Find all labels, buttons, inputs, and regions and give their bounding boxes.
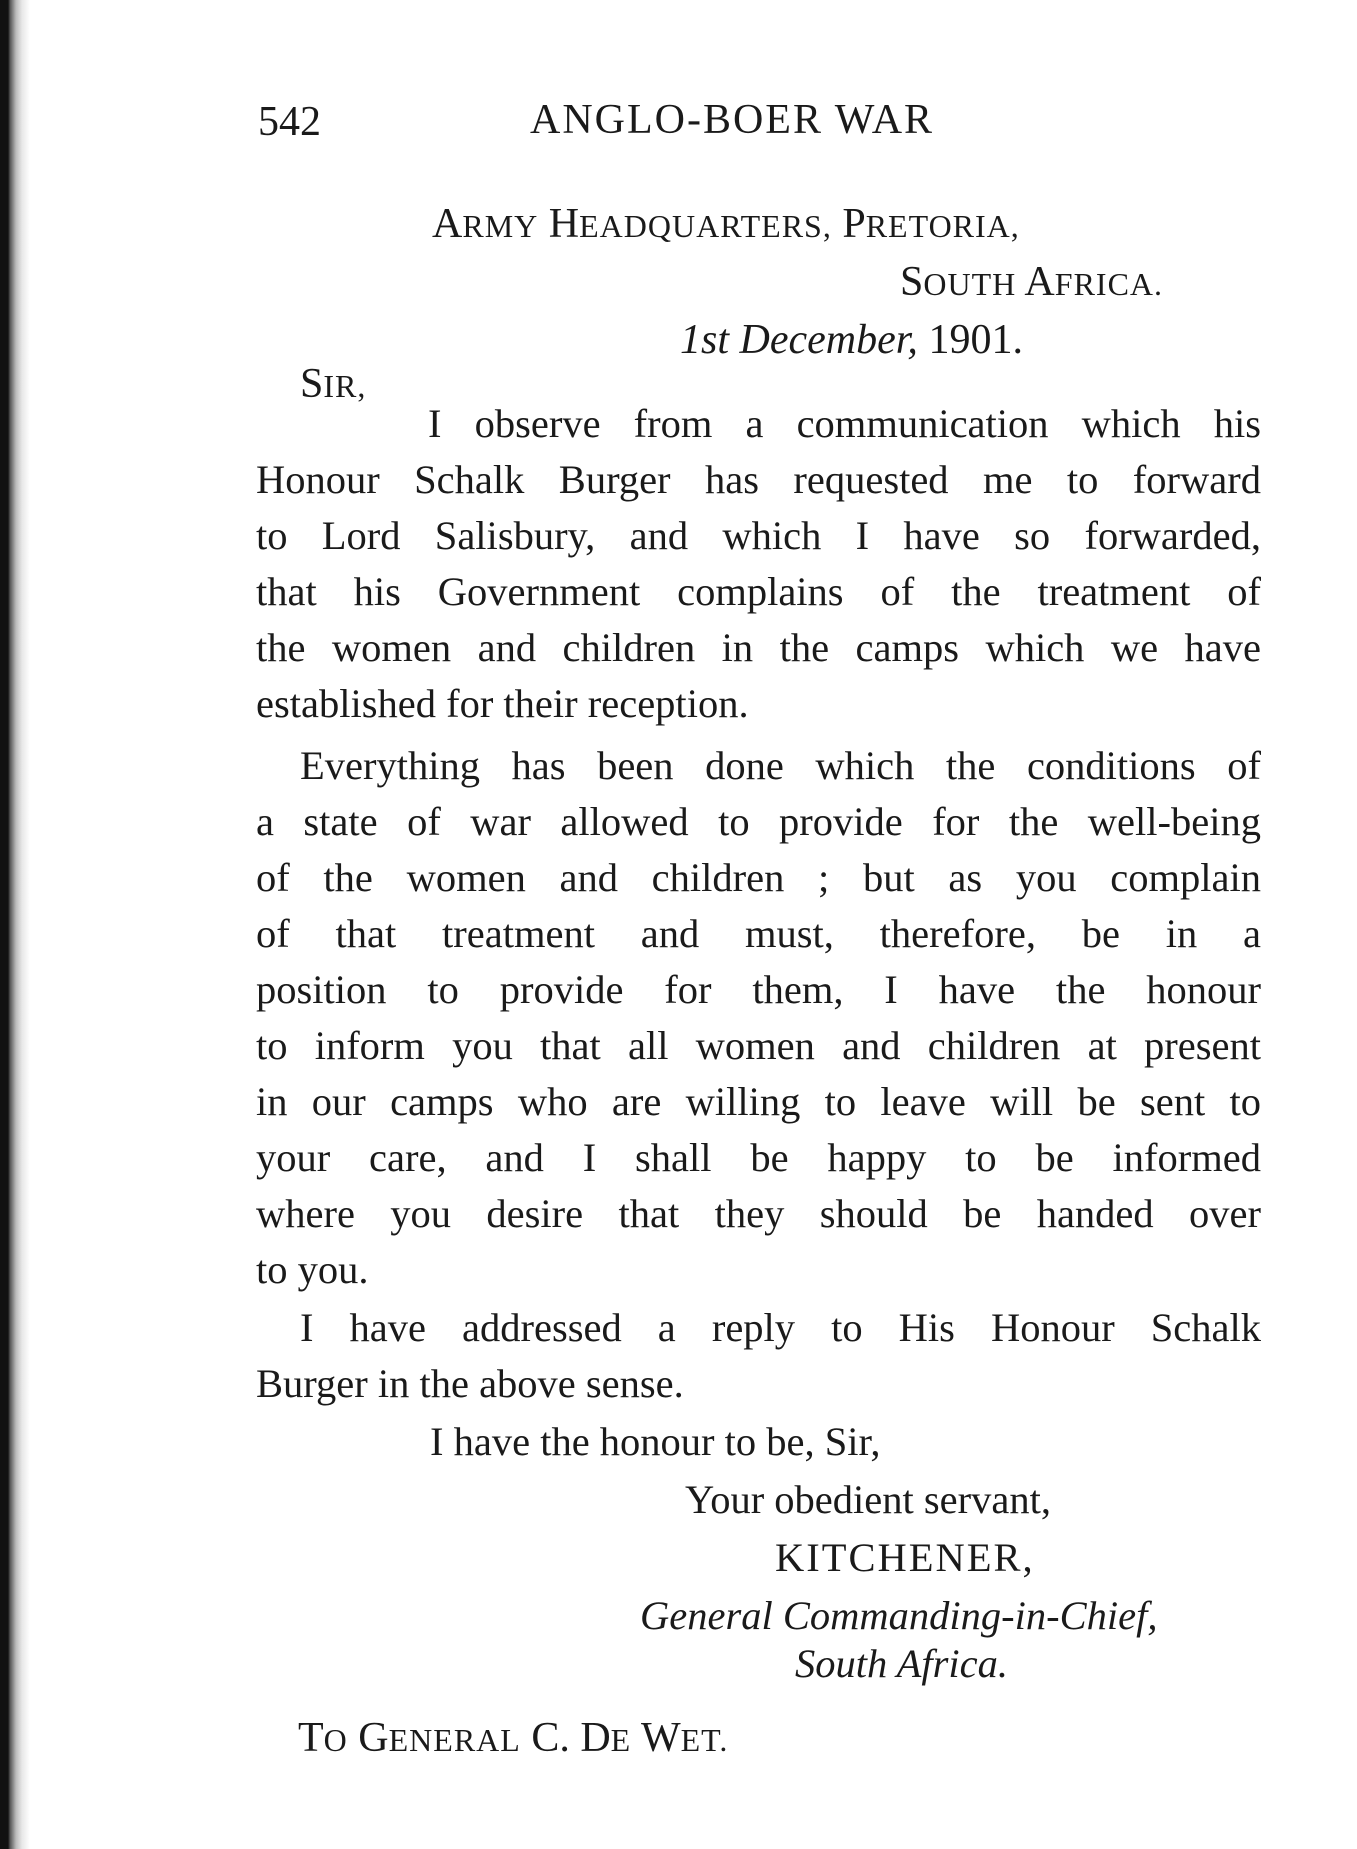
letter-signer: KITCHENER,	[775, 1535, 1035, 1580]
paragraph-1-line: the women and children in the camps which we have	[256, 625, 1261, 670]
page-number: 542	[258, 99, 321, 145]
paragraph-3-line: Burger in the above sense.	[256, 1361, 684, 1406]
paragraph-1-line: Honour Schalk Burger has requested me to forward	[256, 457, 1261, 502]
paragraph-3-line: I have addressed a reply to His Honour Schalk	[300, 1305, 1261, 1350]
letter-closing: I have the honour to be, Sir,	[430, 1419, 881, 1464]
letter-address-line1: ARMY HEADQUARTERS, PRETORIA,	[432, 201, 1020, 247]
paragraph-1-line: that his Government complains of the treatment of	[256, 569, 1261, 614]
paragraph-2-line: in our camps who are willing to leave will be sent to	[256, 1079, 1261, 1124]
paragraph-2-line: where you desire that they should be handed over	[256, 1191, 1261, 1236]
paragraph-1-line: established for their reception.	[256, 681, 749, 726]
running-title: ANGLO-BOER WAR	[530, 97, 935, 143]
paragraph-1-line: I observe from a communication which his	[428, 401, 1261, 446]
paragraph-2-line: position to provide for them, I have the honour	[256, 967, 1261, 1012]
paragraph-2-line: to inform you that all women and children at present	[256, 1023, 1261, 1068]
signer-title-line1: General Commanding-in-Chief,	[640, 1593, 1158, 1638]
paragraph-2-line: Everything has been done which the conditions of	[300, 743, 1261, 788]
paragraph-2-line: a state of war allowed to provide for the well-being	[256, 799, 1261, 844]
letter-address-line2: SOUTH AFRICA.	[900, 259, 1164, 305]
letter-servant: Your obedient servant,	[685, 1477, 1051, 1522]
paragraph-2-line: of the women and children ; but as you complain	[256, 855, 1261, 900]
letter-salutation: SIR,	[300, 361, 367, 407]
signer-title-line2: South Africa.	[795, 1641, 1009, 1686]
paragraph-2-line: your care, and I shall be happy to be informed	[256, 1135, 1261, 1180]
paragraph-2-line: to you.	[256, 1247, 369, 1292]
paragraph-2	[256, 738, 1261, 1298]
paragraph-2-line: of that treatment and must, therefore, be in a	[256, 911, 1261, 956]
letter-addressee: TO GENERAL C. DE WET.	[298, 1715, 729, 1761]
paragraph-3	[256, 1300, 1261, 1412]
letter-date: 1st December, 1901.	[680, 317, 1023, 363]
paragraph-1-line: to Lord Salisbury, and which I have so forwarded,	[256, 513, 1261, 558]
paragraph-1	[256, 396, 1261, 732]
